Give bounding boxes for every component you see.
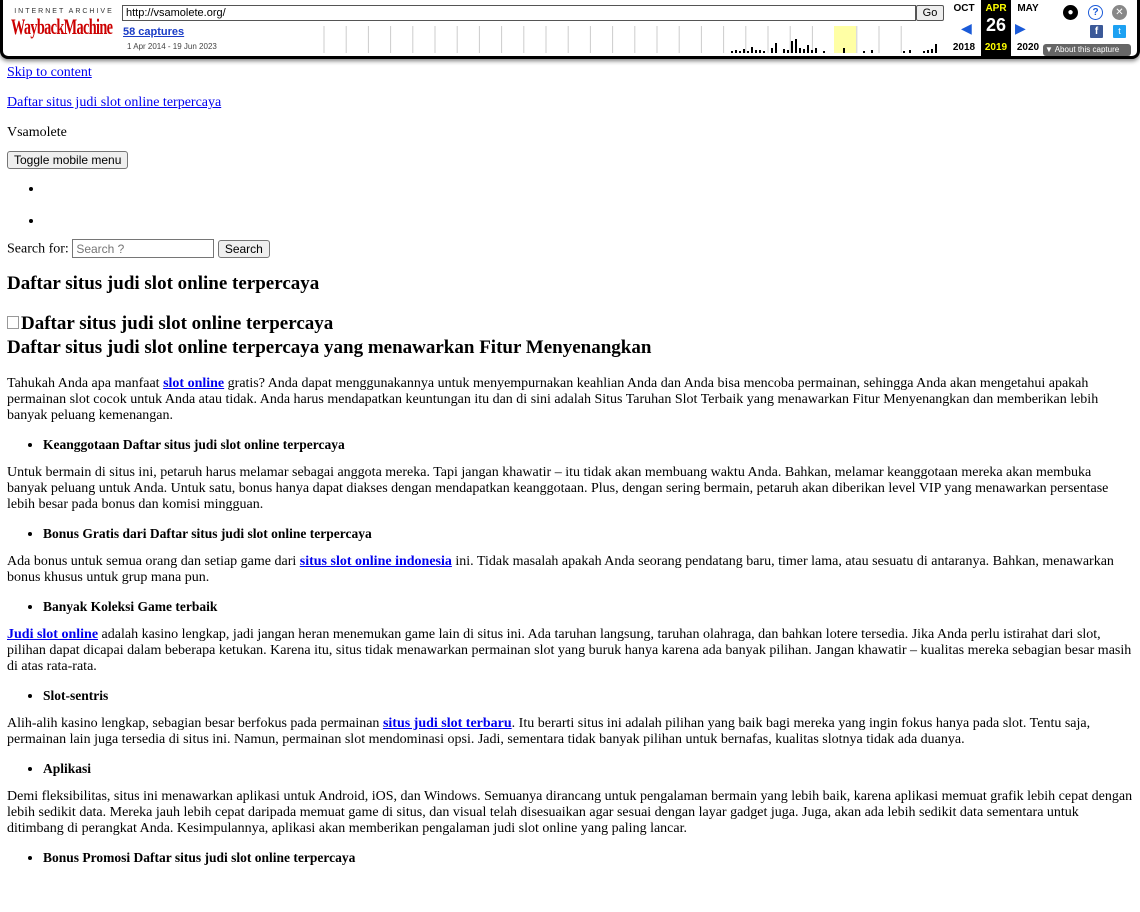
menu-item[interactable] bbox=[43, 213, 1133, 233]
about-capture-button[interactable] bbox=[1043, 44, 1131, 56]
twitter-icon[interactable]: t bbox=[1113, 25, 1126, 38]
capture-bar bbox=[751, 47, 753, 53]
current-day-label: 26 bbox=[985, 15, 1007, 35]
menu-item[interactable] bbox=[43, 181, 1133, 201]
capture-date-range: 1 Apr 2014 - 19 Jun 2023 bbox=[127, 42, 217, 51]
next-capture-arrow-icon[interactable]: ▶ bbox=[1015, 20, 1026, 36]
capture-bar bbox=[735, 50, 737, 53]
next-year-label: 2020 bbox=[1016, 42, 1040, 53]
capture-bar bbox=[747, 51, 749, 53]
captures-link[interactable]: 58 captures bbox=[123, 26, 185, 38]
capture-bar bbox=[783, 49, 785, 53]
capture-bar bbox=[863, 51, 865, 53]
capture-bar bbox=[791, 41, 793, 53]
intro-paragraph: Tahukah Anda apa manfaat slot online gratis? Anda dapat menggunakannya untuk menyempurnakan keahlian Anda dan Anda bisa mencoba permainan, sehingga Anda akan mengetahui apakah permainan slot cocok untuk Anda atau tidak. Anda harus mendapatkan keuntungan itu dan di sini adalah Situs Taruhan Slot Terbaik yang menawarkan Fitur Menyenangkan dan memberikan lebih banyak peluang kemenangan. bbox=[7, 376, 1099, 423]
skip-to-content-link[interactable]: Skip to content bbox=[7, 65, 92, 80]
broken-image-alt bbox=[7, 312, 1133, 336]
search-form bbox=[7, 239, 1133, 258]
situs-slot-online-indonesia-link[interactable]: situs slot online indonesia bbox=[299, 554, 452, 569]
capture-bar bbox=[811, 50, 813, 53]
prev-year-label: 2018 bbox=[952, 42, 976, 53]
capture-bar bbox=[815, 48, 817, 53]
wayback-logo[interactable] bbox=[11, 8, 117, 38]
help-icon[interactable]: ? bbox=[1088, 5, 1103, 20]
paragraph-bonus-gratis: Ada bonus untuk semua orang dan setiap game dari situs slot online indonesia ini. Tidak masalah apakah Anda seorang pendatang baru, timer lama, atau sesuatu di antaranya. Bahkan, menawarkan bonus khusus untuk grup mana pun. bbox=[7, 554, 1114, 585]
internet-archive-label: INTERNET ARCHIVE bbox=[14, 8, 114, 15]
broken-image-icon bbox=[7, 316, 19, 329]
capture-bar bbox=[871, 50, 873, 53]
capture-bar bbox=[903, 51, 905, 53]
facebook-icon[interactable]: f bbox=[1090, 25, 1103, 38]
section-heading-slot-sentris: • Slot-sentris bbox=[43, 687, 1133, 705]
section-heading-bonus-gratis: • Bonus Gratis dari Daftar situs judi slot online terpercaya bbox=[43, 525, 1133, 543]
capture-bar bbox=[923, 51, 925, 53]
go-button[interactable]: Go bbox=[916, 5, 944, 21]
capture-bar bbox=[803, 49, 805, 53]
section-heading-keanggotaan: • Keanggotaan Daftar situs judi slot online terpercaya bbox=[43, 436, 1133, 454]
section-heading-koleksi-game: • Banyak Koleksi Game terbaik bbox=[43, 598, 1133, 616]
next-month-label: MAY bbox=[1017, 3, 1039, 14]
capture-bar bbox=[739, 51, 741, 53]
capture-bar bbox=[763, 51, 765, 53]
capture-bar bbox=[787, 50, 789, 53]
current-month-label: APR bbox=[985, 3, 1007, 14]
next-month-column[interactable] bbox=[1013, 0, 1043, 56]
capture-bar bbox=[931, 49, 933, 53]
capture-sparkline[interactable] bbox=[323, 26, 945, 53]
paragraph-koleksi-game: Judi slot online adalah kasino lengkap, jadi jangan heran menemukan game lain di situs ini. Ada taruhan langsung, taruhan olahraga, dan bahkan lotere tersedia. Jika Anda perlu istirahat dari slot, pilihan dapat dicapai dalam beberapa ketukan. Karena itu, situs tidak menawarkan permainan slot yang buruk hanya karena ada banyak pilihan. Jangan khawatir – kualitas mereka sebagian besar masih di atas rata-rata. bbox=[7, 627, 1132, 674]
capture-bar bbox=[759, 50, 761, 53]
capture-bar bbox=[909, 50, 911, 53]
capture-bar bbox=[799, 48, 801, 53]
section-heading-aplikasi: • Aplikasi bbox=[43, 760, 1133, 778]
caret-down-icon: ▼ bbox=[1045, 45, 1053, 54]
paragraph-keanggotaan: Untuk bermain di situs ini, petaruh harus melamar sebagai anggota mereka. Tapi jangan khawatir – itu tidak akan membuang waktu Anda. Bahkan, melamar keanggotaan mereka akan membuka banyak peluang untuk Anda. Untuk satu, bonus hanya dapat diakses dengan mendapatkan keanggotaan. Plus, dengan sering bermain, petaruh akan diberikan level VIP yang menawarkan persentase lebih besar pada bonus dan komisi mingguan. bbox=[7, 465, 1109, 512]
toggle-mobile-menu-button[interactable]: Toggle mobile menu bbox=[7, 151, 128, 169]
page-title: Daftar situs judi slot online terpercaya bbox=[7, 273, 320, 294]
capture-bar bbox=[823, 51, 825, 53]
section-heading-bonus-promosi: • Bonus Promosi Daftar situs judi slot online terpercaya bbox=[43, 849, 1133, 867]
capture-bar bbox=[935, 44, 937, 53]
slot-online-link[interactable]: slot online bbox=[163, 376, 225, 391]
search-input[interactable] bbox=[72, 239, 214, 258]
wayback-toolbar bbox=[0, 0, 1140, 59]
site-description: Vsamolete bbox=[7, 125, 67, 140]
capture-bar bbox=[807, 45, 809, 53]
current-year-label: 2019 bbox=[984, 42, 1008, 53]
image-alt-text: Daftar situs judi slot online terpercaya bbox=[21, 313, 334, 334]
paragraph-aplikasi: Demi fleksibilitas, situs ini menawarkan aplikasi untuk Android, iOS, dan Windows. Semuanya dirancang untuk pengalaman bermain yang lebih baik, karena aplikasi memuat grafik lebih cepat dengan lebih sedikit data. Mereka jauh lebih cepat daripada memuat game di situs, dan visual telah disesuaikan agar sesuai dengan layar gadget juga. Juga, akan ada lebih sedikit data sementara untuk ditimbang di perangkat Anda. Kesimpulannya, aplikasi akan memberikan pengalaman judi slot online yang paling lancar. bbox=[7, 789, 1133, 836]
user-account-icon[interactable]: ● bbox=[1063, 5, 1078, 20]
wayback-url-input[interactable] bbox=[122, 5, 916, 21]
prev-capture-arrow-icon[interactable]: ◀ bbox=[961, 20, 972, 36]
page-content bbox=[7, 64, 1133, 867]
current-month-column bbox=[981, 0, 1011, 56]
close-icon[interactable]: ✕ bbox=[1112, 5, 1127, 20]
capture-bar bbox=[795, 39, 797, 53]
menu-list bbox=[7, 181, 1133, 233]
capture-bar bbox=[755, 50, 757, 53]
judi-slot-online-link[interactable]: Judi slot online bbox=[7, 627, 99, 642]
capture-bar bbox=[743, 49, 745, 53]
about-capture-label: About this capture bbox=[1054, 45, 1120, 54]
capture-bar bbox=[731, 51, 733, 53]
capture-bar bbox=[927, 50, 929, 53]
capture-bar bbox=[843, 48, 845, 53]
search-button[interactable]: Search bbox=[218, 240, 270, 258]
capture-bar bbox=[771, 48, 773, 53]
article-subtitle: Daftar situs judi slot online terpercaya yang menawarkan Fitur Menyenangkan bbox=[7, 337, 652, 358]
prev-month-label: OCT bbox=[953, 3, 975, 14]
capture-bar bbox=[775, 43, 777, 53]
site-title-link[interactable]: Daftar situs judi slot online terpercaya bbox=[7, 95, 222, 110]
wayback-machine-logo-text: WaybackMachine bbox=[11, 14, 113, 39]
situs-judi-slot-terbaru-link[interactable]: situs judi slot terbaru bbox=[382, 716, 512, 731]
paragraph-slot-sentris: Alih-alih kasino lengkap, sebagian besar berfokus pada permainan situs judi slot terbaru. Itu berarti situs ini adalah pilihan yang baik bagi mereka yang ingin fokus hanya pada slot. Tentu saja, permainan lain juga tersedia di situs ini. Namun, permainan slot mendominasi opsi. Jadi, sementara tidak banyak pilihan untuk bernafas, kualitas slotnya tidak ada duanya. bbox=[7, 716, 1091, 747]
search-label: Search for: bbox=[7, 241, 69, 257]
